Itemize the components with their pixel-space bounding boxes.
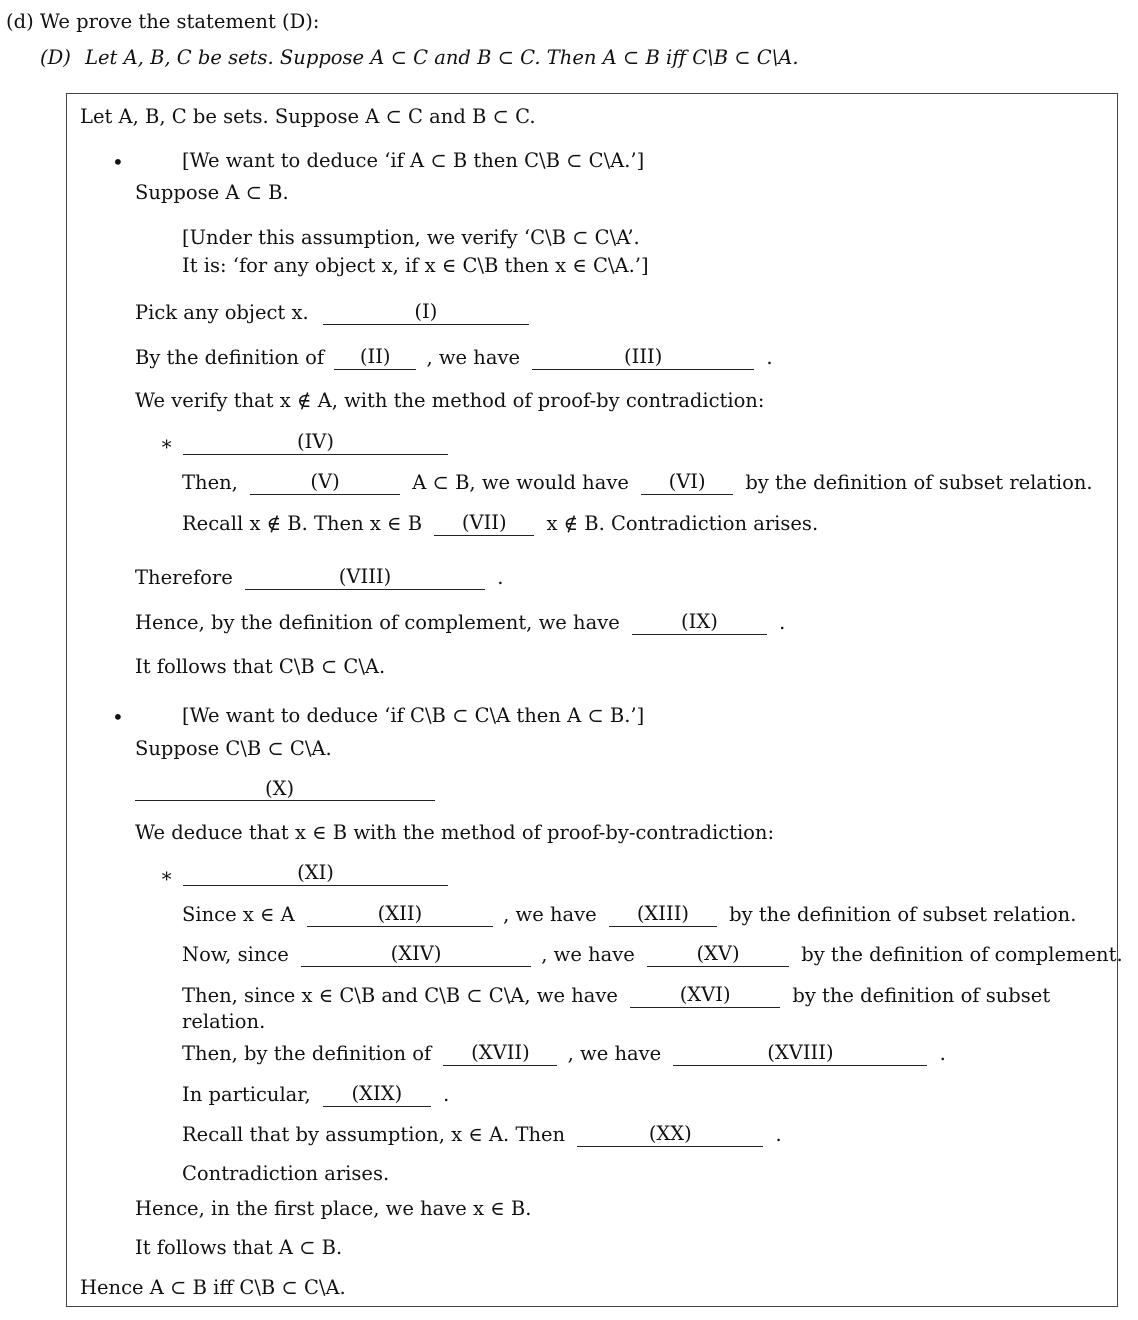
period: . (779, 611, 786, 634)
period: . (766, 346, 773, 369)
part2-suppose: Suppose C\B ⊂ C\A. (135, 737, 332, 760)
nowsince-text: Now, since (182, 943, 289, 966)
wehave-text: , we have (567, 1042, 662, 1065)
pick-text: Pick any object x. (135, 301, 309, 324)
statement-text: Let A, B, C be sets. Suppose A ⊂ C and B ⊂ C. Then A ⊂ B iff C\B ⊂ C\A. (85, 46, 799, 69)
part1-follows: It follows that C\B ⊂ C\A. (135, 655, 386, 678)
blank-XIX[interactable]: (XIX) (323, 1082, 431, 1107)
thensince-text: Then, since x ∈ C\B and C\B ⊂ C\A, we have (182, 984, 618, 1007)
blank-III[interactable]: (III) (532, 345, 754, 370)
blank-II[interactable]: (II) (334, 345, 416, 370)
blank-VIII[interactable]: (VIII) (245, 565, 485, 590)
part2-blank-X-line (135, 777, 435, 801)
bullet-2: • (112, 705, 124, 729)
part1-under2: It is: ‘for any object x, if x ∈ C\B then x ∈ C\A.’] (182, 254, 649, 277)
part1-therefore-line (135, 565, 503, 590)
period: . (775, 1123, 782, 1146)
part2-blank-XI-line (183, 861, 448, 886)
part2-particular-line (182, 1082, 449, 1107)
part1-blank-IV-line (183, 430, 448, 455)
blank-XVII[interactable]: (XVII) (443, 1041, 557, 1066)
part1-bydef-line (135, 345, 773, 370)
part1-star: ∗ (160, 432, 174, 455)
part1-verify: We verify that x ∉ A, with the method of proof-by contradiction: (135, 389, 765, 412)
blank-XVI[interactable]: (XVI) (630, 983, 780, 1008)
part1-recall-line (182, 511, 818, 536)
part2-since-line (182, 902, 1076, 927)
intro-line: (d) We prove the statement (D): (6, 10, 320, 33)
asubb-text: A ⊂ B, we would have (412, 471, 629, 494)
blank-V[interactable]: (V) (250, 470, 400, 495)
bycomp-text: by the definition of complement. (801, 943, 1123, 966)
bysubset-text: by the definition of subset relation. (729, 903, 1077, 926)
therefore-text: Therefore (135, 566, 233, 589)
recall-text: Recall x ∉ B. Then x ∈ B (182, 512, 423, 535)
proof-setup: Let A, B, C be sets. Suppose A ⊂ C and B ⊂ C. (80, 105, 536, 128)
blank-XII[interactable]: (XII) (307, 902, 493, 927)
blank-XI[interactable]: (XI) (183, 861, 448, 886)
blank-XIV[interactable]: (XIV) (301, 942, 531, 967)
blank-I[interactable]: (I) (323, 300, 529, 325)
part2-contra: Contradiction arises. (182, 1162, 390, 1185)
part1-then-line (182, 470, 1093, 495)
part1-hence-line (135, 610, 785, 635)
statement-tag: (D) (40, 46, 71, 69)
blank-VI[interactable]: (VI) (641, 470, 733, 495)
blank-XIII[interactable]: (XIII) (609, 902, 717, 927)
wehave-text: , we have (426, 346, 521, 369)
part1-under1: [Under this assumption, we verify ‘C\B ⊂ C\A’. (182, 226, 640, 249)
blank-X[interactable]: (X) (135, 777, 435, 801)
part2-thensince-line (182, 983, 1050, 1008)
blank-XVIII[interactable]: (XVIII) (673, 1041, 927, 1066)
part1-suppose: Suppose A ⊂ B. (135, 181, 289, 204)
part1-pick-line (135, 300, 529, 325)
part2-hencefirst: Hence, in the first place, we have x ∈ B. (135, 1197, 532, 1220)
bysubset2-text: by the definition of subset (792, 984, 1051, 1007)
part2-follows: It follows that A ⊂ B. (135, 1236, 343, 1259)
bysubset-text: by the definition of subset relation. (745, 471, 1093, 494)
blank-XV[interactable]: (XV) (647, 942, 789, 967)
period: . (497, 566, 504, 589)
particular-text: In particular, (182, 1083, 311, 1106)
contra-text: x ∉ B. Contradiction arises. (546, 512, 819, 535)
period: . (443, 1083, 450, 1106)
bydef-text: By the definition of (135, 346, 325, 369)
recallassump-text: Recall that by assumption, x ∈ A. Then (182, 1123, 566, 1146)
part2-relation: relation. (182, 1010, 266, 1033)
part2-goal: [We want to deduce ‘if C\B ⊂ C\A then A ⊂ B.’] (182, 704, 645, 727)
thenby-text: Then, by the definition of (182, 1042, 432, 1065)
wehave-text: , we have (541, 943, 635, 966)
then-text: Then, (182, 471, 238, 494)
blank-XX[interactable]: (XX) (577, 1122, 763, 1147)
part1-goal: [We want to deduce ‘if A ⊂ B then C\B ⊂ C\A.’] (182, 149, 645, 172)
wehave-text: , we have (503, 903, 597, 926)
blank-VII[interactable]: (VII) (434, 511, 534, 536)
part2-recallassump-line (182, 1122, 782, 1147)
part2-thenby-line (182, 1041, 946, 1066)
since-text: Since x ∈ A (182, 903, 295, 926)
part2-deduce: We deduce that x ∈ B with the method of proof-by-contradiction: (135, 821, 775, 844)
statement-line (40, 46, 799, 70)
proof-conclusion: Hence A ⊂ B iff C\B ⊂ C\A. (80, 1276, 346, 1299)
bullet-1: • (112, 150, 124, 174)
period: . (939, 1042, 946, 1065)
part2-star: ∗ (160, 864, 174, 887)
part2-nowsince-line (182, 942, 1123, 967)
hence-text: Hence, by the definition of complement, we have (135, 611, 620, 634)
blank-IX[interactable]: (IX) (632, 610, 767, 635)
blank-IV[interactable]: (IV) (183, 430, 448, 455)
